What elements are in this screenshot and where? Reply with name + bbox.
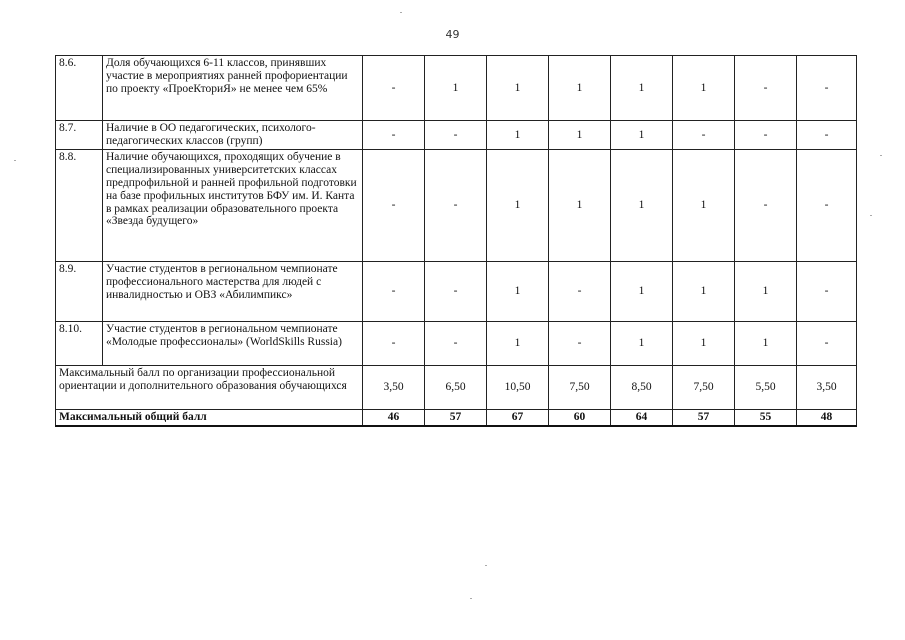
row-value: - [425, 322, 487, 366]
row-number: 8.7. [56, 121, 103, 150]
row-value: - [735, 56, 797, 121]
row-value: 1 [673, 262, 735, 322]
row-value: - [425, 121, 487, 150]
table-row [56, 150, 857, 262]
max-total-value: 64 [611, 410, 673, 426]
max-total-value: 60 [549, 410, 611, 426]
max-total-value: 48 [797, 410, 857, 426]
row-number: 8.9. [56, 262, 103, 322]
table-row [56, 262, 857, 322]
max-total-row [56, 410, 857, 426]
row-value: - [735, 121, 797, 150]
row-value: - [363, 262, 425, 322]
row-criterion: Наличие в ОО педагогических, психолого-педагогических классов (групп) [103, 121, 363, 150]
max-total-value: 57 [425, 410, 487, 426]
max-section-value: 3,50 [797, 366, 857, 410]
row-value: 1 [611, 150, 673, 262]
row-number: 8.6. [56, 56, 103, 121]
row-number: 8.10. [56, 322, 103, 366]
max-total-value: 67 [487, 410, 549, 426]
row-number: 8.8. [56, 150, 103, 262]
max-total-value: 55 [735, 410, 797, 426]
row-value: - [363, 56, 425, 121]
row-value: - [363, 322, 425, 366]
row-value: 1 [549, 56, 611, 121]
table-row [56, 322, 857, 366]
row-criterion: Участие студентов в региональном чемпионате «Молодые профессионалы» (WorldSkills Russia) [103, 322, 363, 366]
row-value: 1 [735, 322, 797, 366]
page-number: 49 [445, 28, 460, 41]
row-value: 1 [611, 262, 673, 322]
max-section-value: 7,50 [673, 366, 735, 410]
row-value: - [797, 262, 857, 322]
table-row [56, 56, 857, 121]
row-value: 1 [549, 121, 611, 150]
row-value: 1 [673, 150, 735, 262]
row-value: - [797, 150, 857, 262]
table-row [56, 121, 857, 150]
row-value: 1 [611, 322, 673, 366]
max-section-value: 3,50 [363, 366, 425, 410]
row-criterion: Наличие обучающихся, проходящих обучение в специализированных университетских классах предпрофильной и ранней профильной подготовки на базе профильных институтов БФУ им. И. Канта в рамках реализации образовательного проекта «Звезда будущего» [103, 150, 363, 262]
max-section-label: Максимальный балл по организации профессиональной ориентации и дополнительного образования обучающихся [56, 366, 363, 410]
max-total-value: 46 [363, 410, 425, 426]
row-value: - [425, 150, 487, 262]
row-value: - [735, 150, 797, 262]
max-section-value: 6,50 [425, 366, 487, 410]
row-value: - [797, 322, 857, 366]
row-value: 1 [487, 262, 549, 322]
row-value: 1 [487, 322, 549, 366]
row-value: - [363, 121, 425, 150]
row-value: 1 [673, 322, 735, 366]
row-value: 1 [673, 56, 735, 121]
row-value: 1 [425, 56, 487, 121]
max-section-value: 7,50 [549, 366, 611, 410]
row-criterion: Участие студентов в региональном чемпионате профессионального мастерства для людей с инвалидностью и ОВЗ «Абилимпикс» [103, 262, 363, 322]
row-value: - [797, 121, 857, 150]
max-total-label: Максимальный общий балл [56, 410, 363, 426]
row-value: 1 [487, 56, 549, 121]
criteria-table [55, 55, 857, 427]
row-criterion: Доля обучающихся 6-11 классов, принявших участие в мероприятиях ранней профориентации по проекту «ПроеКториЯ» не менее чем 65% [103, 56, 363, 121]
max-total-value: 57 [673, 410, 735, 426]
row-value: - [673, 121, 735, 150]
row-value: - [797, 56, 857, 121]
row-value: - [363, 150, 425, 262]
row-value: 1 [611, 56, 673, 121]
max-section-value: 10,50 [487, 366, 549, 410]
row-value: 1 [549, 150, 611, 262]
row-value: - [425, 262, 487, 322]
row-value: 1 [735, 262, 797, 322]
row-value: 1 [487, 150, 549, 262]
max-section-row [56, 366, 857, 410]
row-value: 1 [487, 121, 549, 150]
max-section-value: 5,50 [735, 366, 797, 410]
row-value: 1 [611, 121, 673, 150]
row-value: - [549, 262, 611, 322]
max-section-value: 8,50 [611, 366, 673, 410]
row-value: - [549, 322, 611, 366]
